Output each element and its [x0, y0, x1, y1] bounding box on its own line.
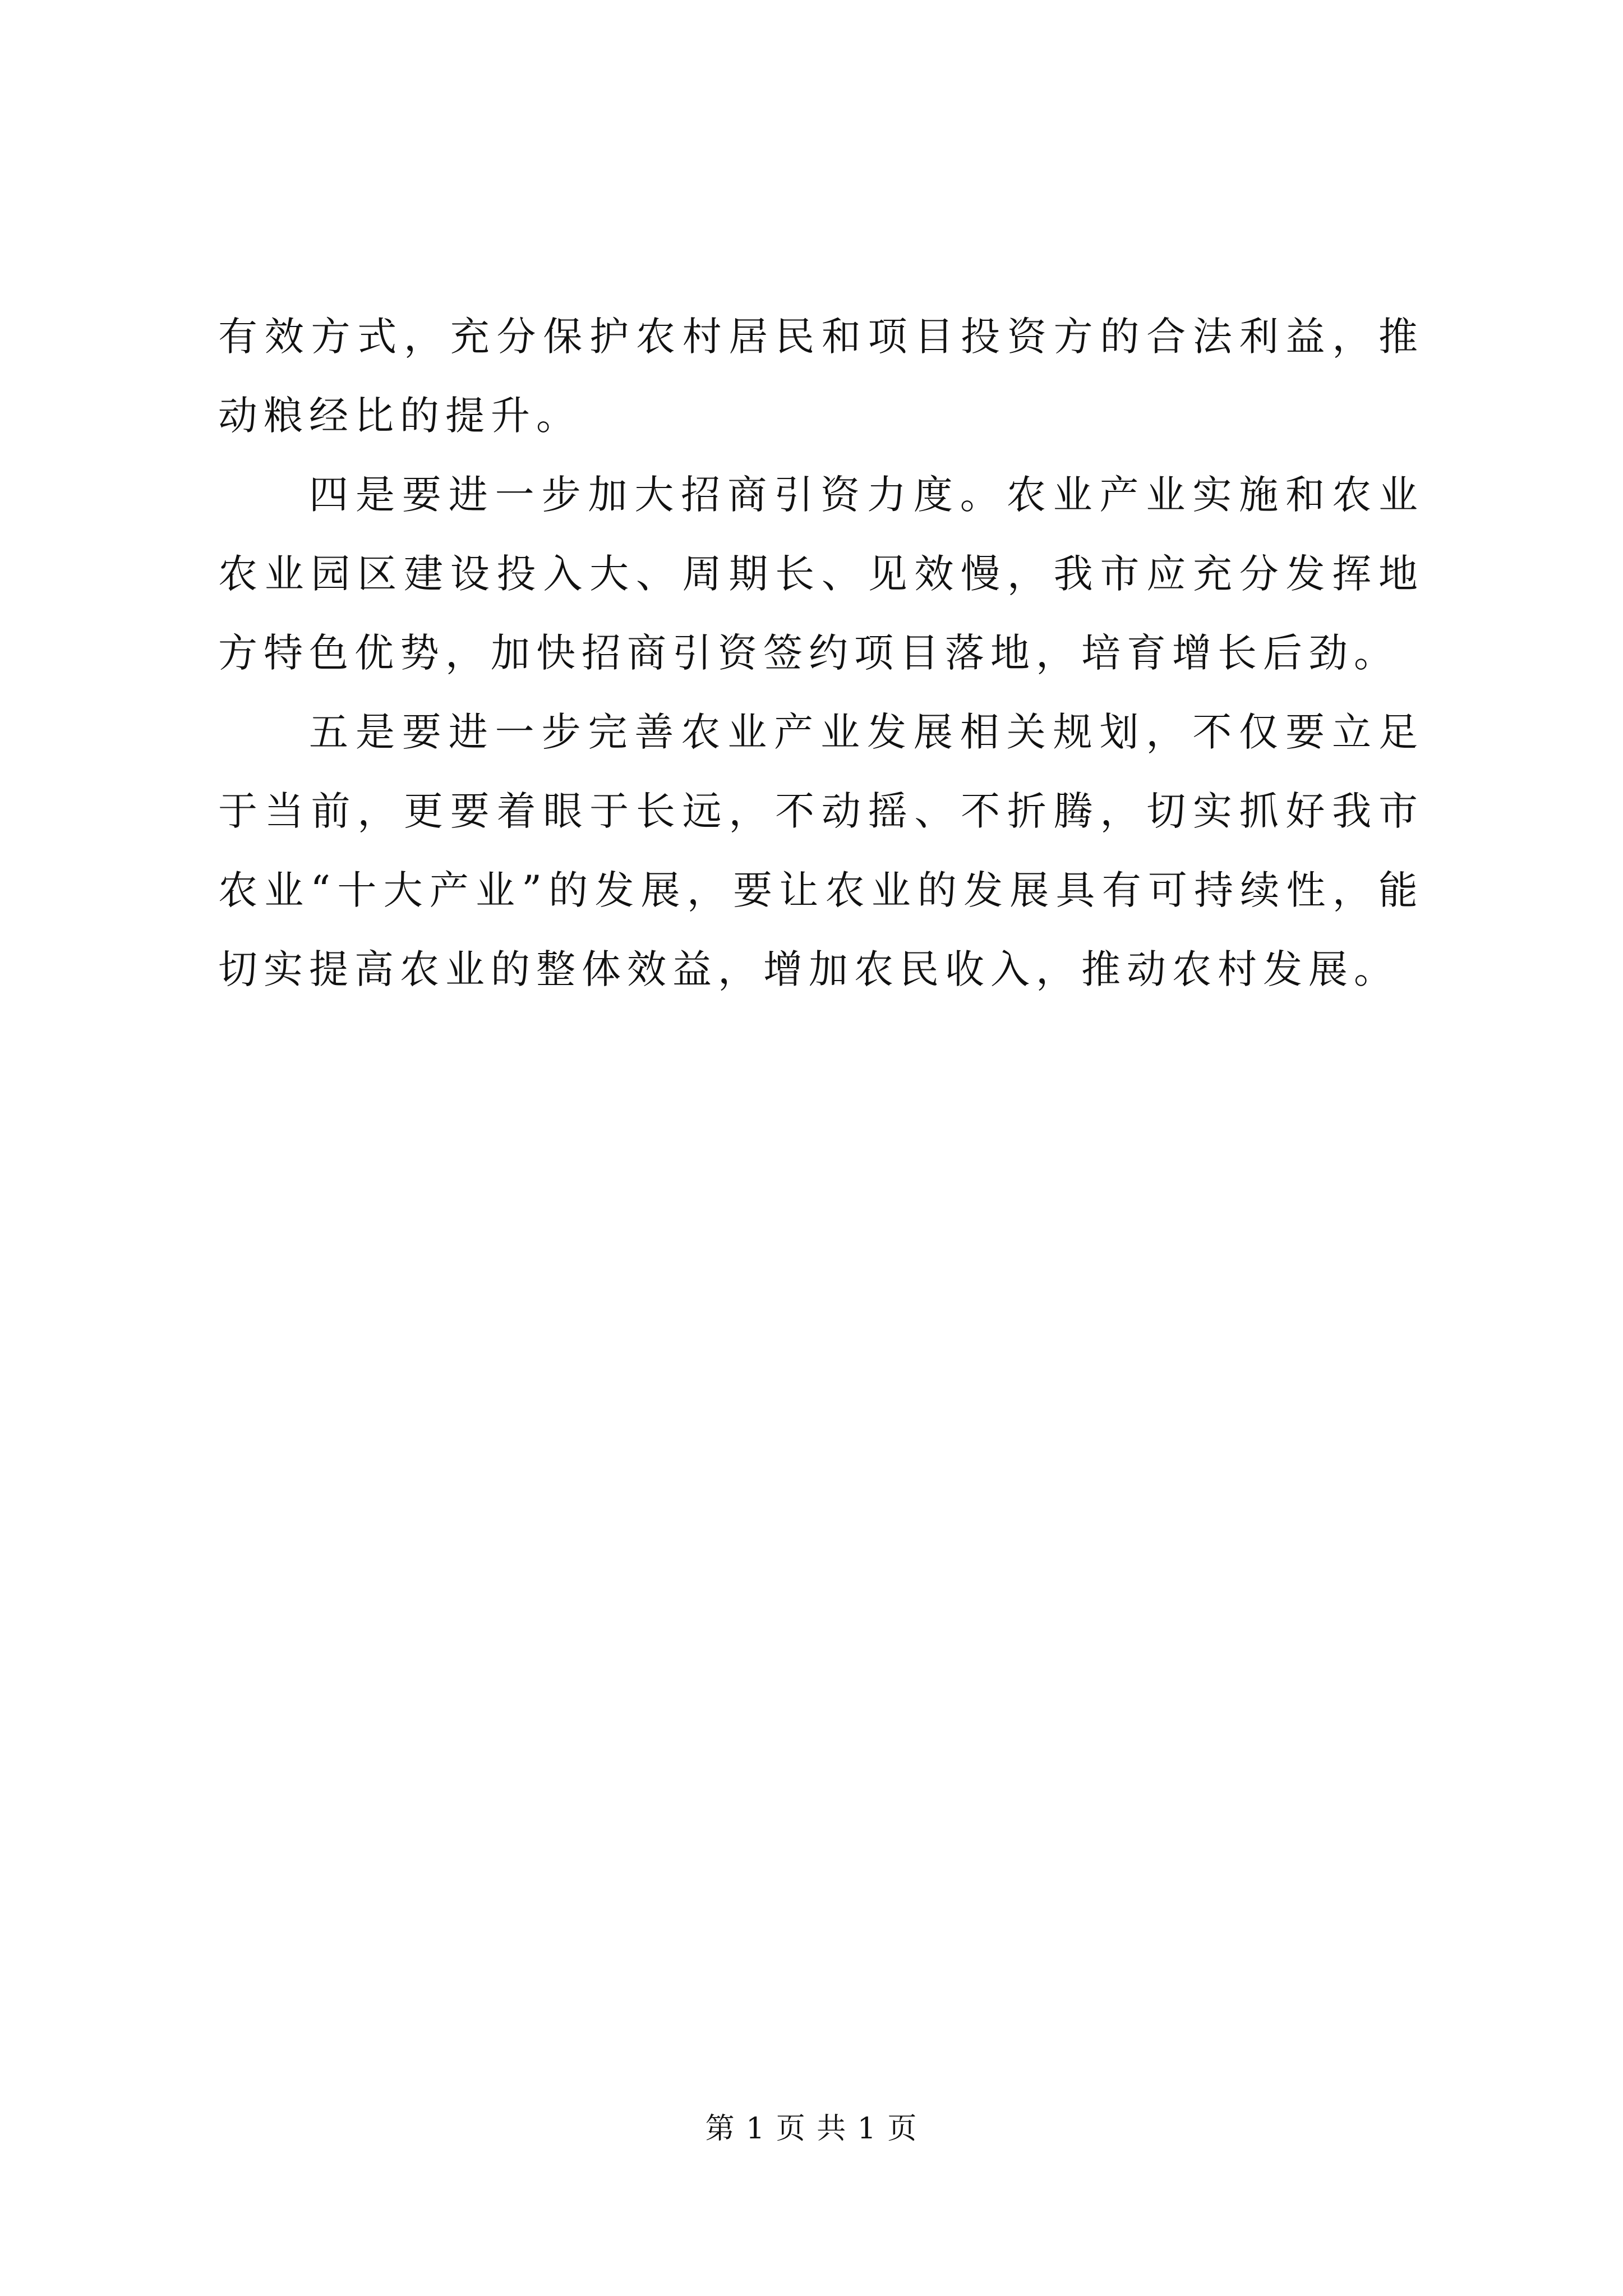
paragraph-planning: 五是要进一步完善农业产业发展相关规划，不仅要立足于当前，更要着眼于长远，不动摇、不折腾，切实抓好我市农业“十大产业”的发展，要让农业的发展具有可持续性，能切实提高农业的整体效益，增加农民收入，推动农村发展。 — [218, 709, 1424, 992]
document-body — [218, 297, 1424, 1009]
page-footer: 第 1 页 共 1 页 — [705, 2112, 918, 2146]
paragraph-investment: 四是要进一步加大招商引资力度。农业产业实施和农业农业园区建设投入大、周期长、见效慢，我市应充分发挥地方特色优势，加快招商引资签约项目落地，培育增长后劲。 — [218, 472, 1424, 676]
paragraph-continuation: 有效方式，充分保护农村居民和项目投资方的合法利益，推动粮经比的提升。 — [218, 314, 1424, 439]
